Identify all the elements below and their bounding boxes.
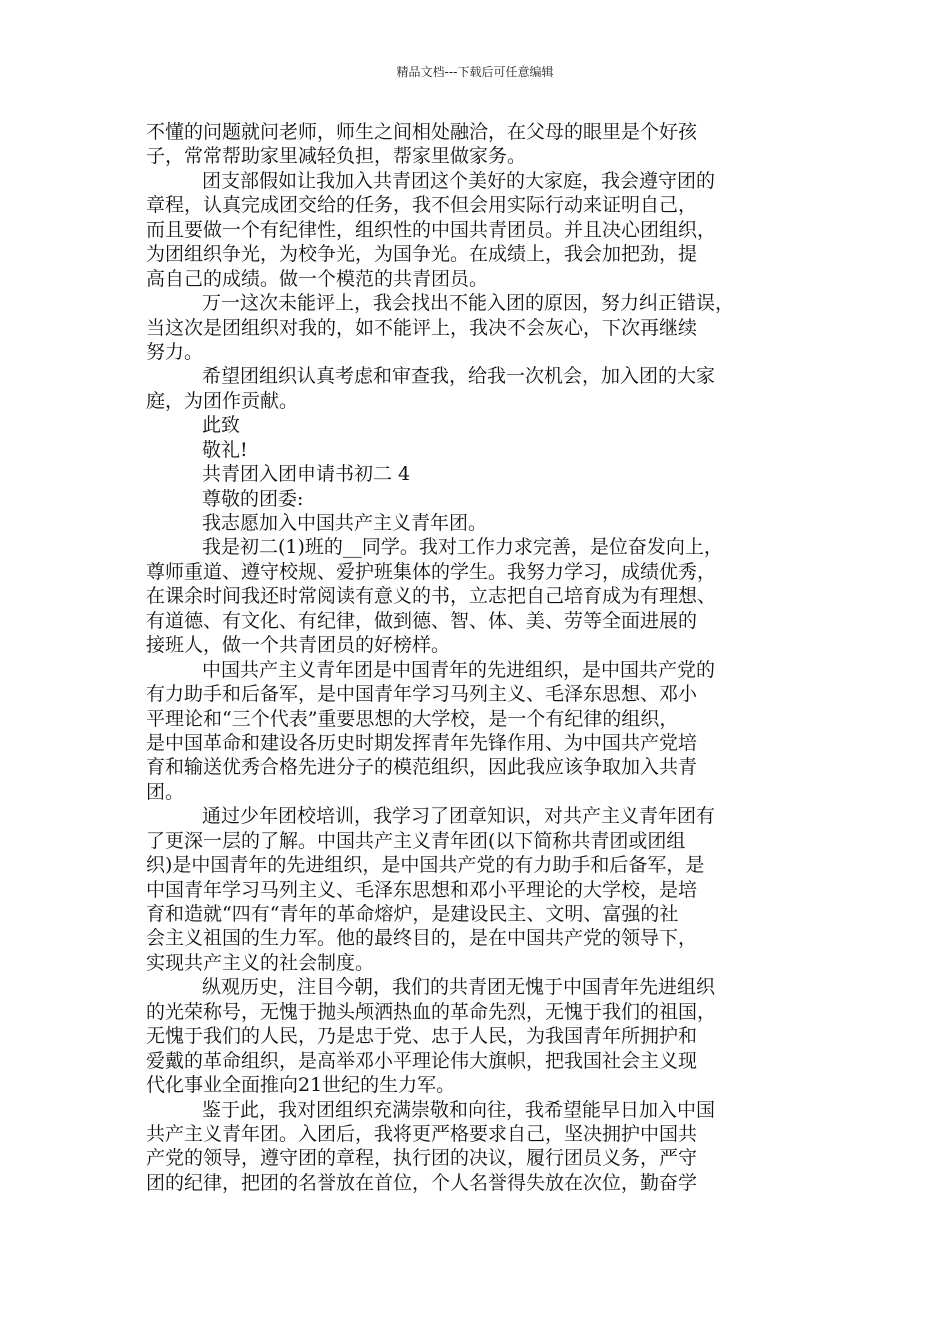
text-line: 平理论和“三个代表”重要思想的大学校，是一个有纪律的组织， <box>146 707 679 730</box>
text-line: 织)是中国青年的先进组织，是中国共产党的有力助手和后备军，是 <box>146 854 705 877</box>
text-line: 努力。 <box>146 340 204 363</box>
text-line: 接班人，做一个共青团员的好榜样。 <box>146 634 451 657</box>
text-line: 而且要做一个有纪律性，组织性的中国共青团员。并且决心团组织， <box>146 218 717 241</box>
text-line: 希望团组织认真考虑和审查我，给我一次机会，加入团的大家 <box>202 365 716 388</box>
document-body <box>146 120 810 1195</box>
text-line: 我志愿加入中国共产主义青年团。 <box>202 512 488 534</box>
text-line: 不懂的问题就问老师，师生之间相处融洽，在父母的眼里是个好孩 <box>146 121 698 143</box>
text-line: 团。 <box>146 780 185 803</box>
text-line: 尊师重道、遵守校规、爱护班集体的学生。我努力学习，成绩优秀， <box>146 560 717 583</box>
text-line: 在课余时间我还时常阅读有意义的书，立志把自己培育成为有理想、 <box>146 585 717 608</box>
text-line: 会主义祖国的生力军。他的最终目的，是在中国共产党的领导下， <box>146 927 698 950</box>
text-line: 有道德、有文化、有纪律，做到德、智、体、美、劳等全面进展的 <box>146 609 698 632</box>
page-header: 精品文档---下载后可任意编辑 <box>396 65 554 79</box>
text-line: 庭，为团作贡献。 <box>146 389 299 412</box>
text-line: 高自己的成绩。做一个模范的共青团员。 <box>146 267 489 290</box>
text-line: 无愧于我们的人民，乃是忠于党、忠于人民，为我国青年所拥护和 <box>146 1025 698 1048</box>
text-line: 鉴于此，我对团组织充满崇敬和向往，我希望能早日加入中国 <box>202 1098 716 1121</box>
text-line: 了更深一层的了解。中国共产主义青年团(以下简称共青团或团组 <box>146 829 686 852</box>
text-line: 团的纪律，把团的名誉放在首位，个人名誉得失放在次位，勤奋学 <box>146 1171 698 1194</box>
text-line: 的光荣称号，无愧于抛头颅洒热血的革命先烈，无愧于我们的祖国， <box>146 1000 717 1023</box>
text-line: 子，常常帮助家里减轻负担，帮家里做家务。 <box>146 145 527 168</box>
text-line: 纵观历史，注目今朝，我们的共青团无愧于中国青年先进组织 <box>202 976 716 999</box>
text-line: 为团组织争光，为校争光，为国争光。在成绩上，我会加把劲，提 <box>146 243 698 266</box>
text-line: 共产主义青年团。入团后，我将更严格要求自己，坚决拥护中国共 <box>146 1122 698 1145</box>
text-line: 育和输送优秀合格先进分子的模范组织，因此我应该争取加入共青 <box>146 756 698 779</box>
text-line: 实现共产主义的社会制度。 <box>146 951 375 974</box>
text-line: 通过少年团校培训，我学习了团章知识，对共产主义青年团有 <box>202 805 716 828</box>
text-line: 共青团入团申请书初二 4 <box>202 463 411 486</box>
text-line: 产党的领导，遵守团的章程，执行团的决议，履行团员义务，严守 <box>146 1147 698 1170</box>
text-line: 中国青年学习马列主义、毛泽东思想和邓小平理论的大学校，是培 <box>146 878 698 901</box>
text-line: 育和造就“四有“青年的革命熔炉，是建设民主、文明、富强的社 <box>146 903 679 925</box>
text-line: 尊敬的团委: <box>202 487 304 510</box>
text-line: 此致 <box>202 414 241 437</box>
text-line: 爱戴的革命组织，是高举邓小平理论伟大旗帜，把我国社会主义现 <box>146 1049 698 1072</box>
text-line: 我是初二(1)班的__同学。我对工作力求完善，是位奋发向上， <box>202 536 723 559</box>
text-line: 是中国革命和建设各历史时期发挥青年先锋作用、为中国共产党培 <box>146 731 698 754</box>
text-line: 代化事业全面推向21世纪的生力军。 <box>146 1074 456 1097</box>
text-line: 章程，认真完成团交给的任务，我不但会用实际行动来证明自己， <box>146 194 698 217</box>
text-line: 敬礼! <box>202 438 248 461</box>
text-line: 中国共产主义青年团是中国青年的先进组织，是中国共产党的 <box>202 658 716 681</box>
text-line: 有力助手和后备军，是中国青年学习马列主义、毛泽东思想、邓小 <box>146 683 698 706</box>
text-line: 当这次是团组织对我的，如不能评上，我决不会灰心，下次再继续 <box>146 316 698 339</box>
text-line: 万一这次未能评上，我会找出不能入团的原因，努力纠正错误， <box>202 292 735 315</box>
text-line: 团支部假如让我加入共青团这个美好的大家庭，我会遵守团的 <box>202 169 716 192</box>
